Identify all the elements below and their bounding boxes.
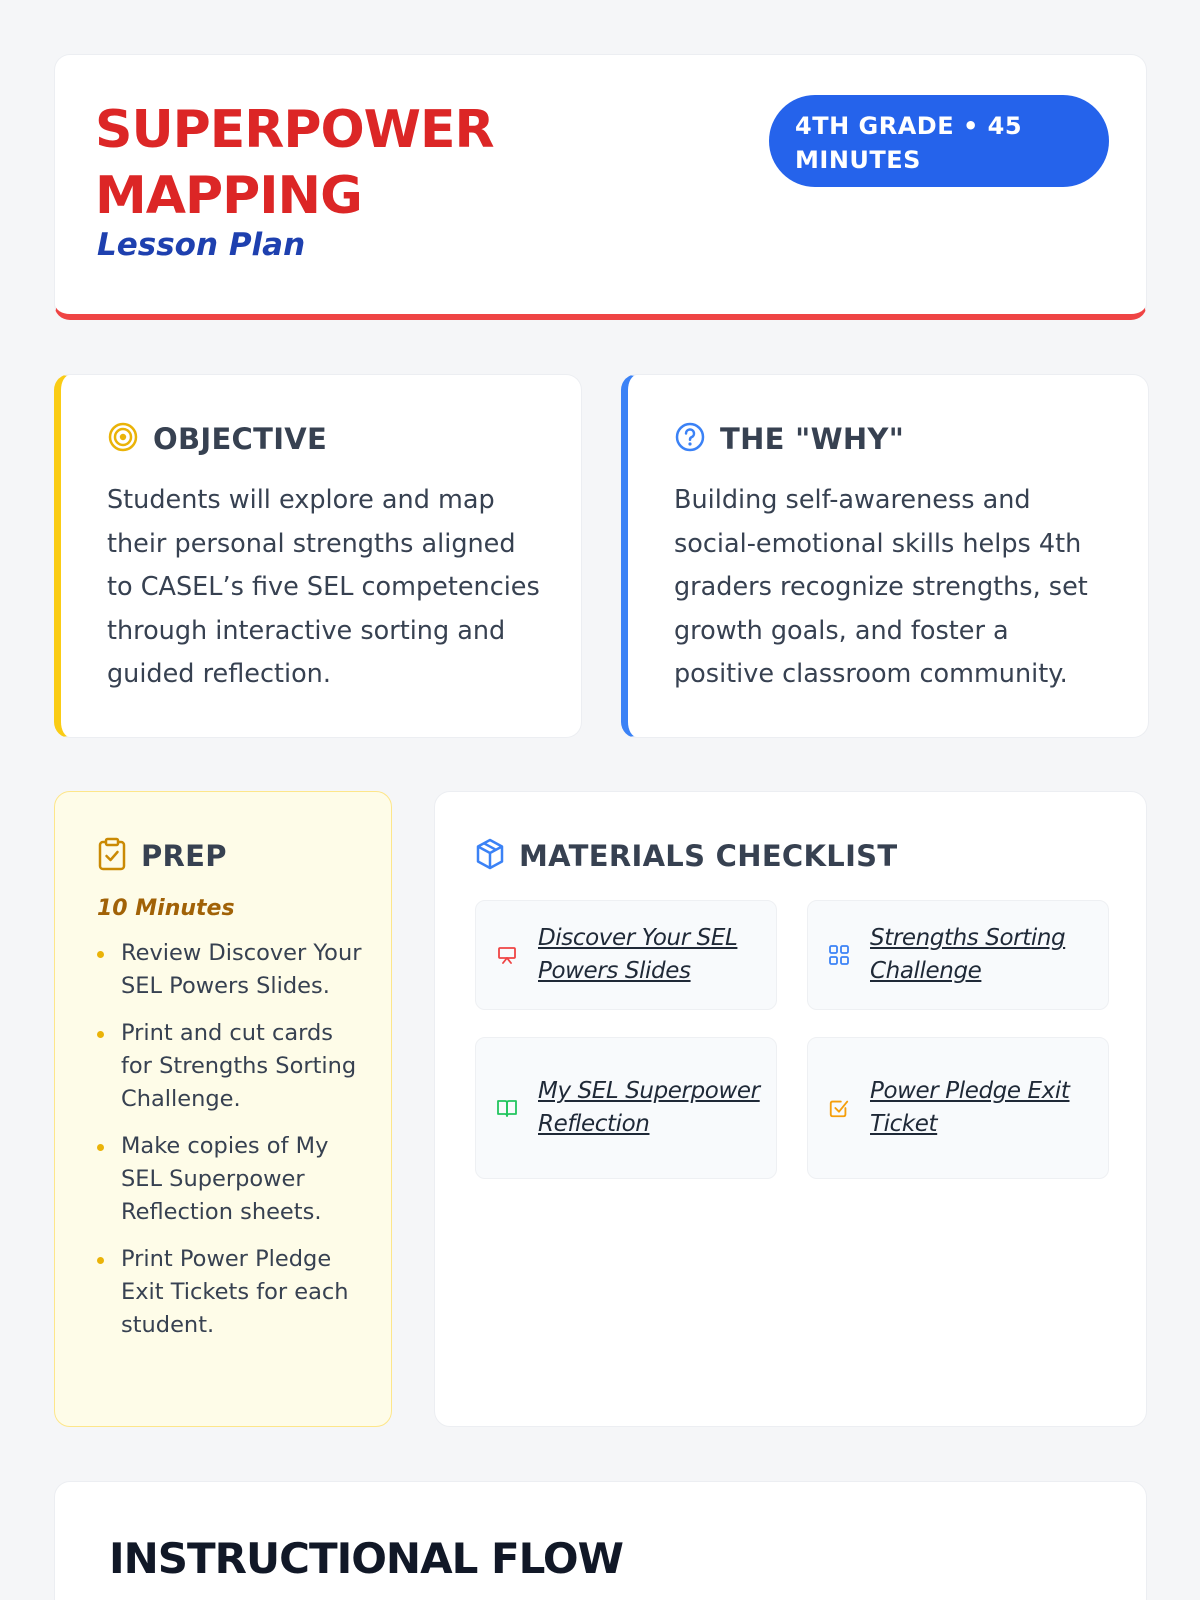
clipboard-check-icon [97, 837, 127, 875]
help-circle-icon [674, 421, 706, 457]
title-line-1: SUPERPOWER [95, 100, 494, 160]
prep-item: Print and cut cards for Strengths Sorting Challenge. [97, 1017, 369, 1116]
objective-text: Students will explore and map their personal strengths aligned to CASEL’s five SEL competencies through interactive sorting and guided reflection. [107, 485, 540, 689]
objective-card [54, 374, 582, 738]
material-link[interactable]: Strengths Sorting Challenge [870, 925, 1066, 984]
instructional-flow-card [54, 1481, 1147, 1600]
material-link[interactable]: Power Pledge Exit Ticket [870, 1078, 1070, 1137]
prep-list [97, 937, 369, 1342]
material-link[interactable]: My SEL Superpower Reflection [538, 1078, 760, 1137]
title-line-2: MAPPING [95, 166, 362, 226]
material-sorting[interactable] [807, 900, 1109, 1010]
prep-item: Print Power Pledge Exit Tickets for each student. [97, 1243, 369, 1342]
target-icon [107, 421, 139, 457]
lesson-subtitle: Lesson Plan [97, 227, 306, 263]
material-exit-ticket[interactable] [807, 1037, 1109, 1179]
badge-line-2: MINUTES [795, 146, 921, 174]
prep-header [97, 836, 369, 876]
material-reflection[interactable] [475, 1037, 777, 1179]
presentation-icon [496, 945, 518, 965]
why-card [621, 374, 1149, 738]
book-open-icon [496, 1098, 518, 1118]
package-icon [475, 838, 505, 874]
material-slides[interactable] [475, 900, 777, 1010]
materials-heading: MATERIALS CHECKLIST [519, 839, 898, 873]
why-header [674, 419, 1108, 459]
materials-header [475, 836, 1106, 876]
grade-duration-badge [769, 95, 1109, 187]
objective-header [107, 419, 541, 459]
materials-card [434, 791, 1147, 1427]
badge-line-1: 4TH GRADE • 45 [795, 112, 1023, 140]
check-square-icon [828, 1096, 850, 1120]
instructional-flow-heading: INSTRUCTIONAL FLOW [109, 1534, 623, 1583]
lesson-header [54, 54, 1147, 320]
prep-card [54, 791, 392, 1427]
prep-time: 10 Minutes [97, 896, 235, 921]
why-text: Building self-awareness and social-emotional skills helps 4th graders recognize strengths, set growth goals, and foster a positive classroom community. [674, 485, 1088, 689]
material-link[interactable]: Discover Your SEL Powers Slides [538, 925, 738, 984]
prep-item: Make copies of My SEL Superpower Reflection sheets. [97, 1130, 369, 1229]
prep-item: Review Discover Your SEL Powers Slides. [97, 937, 369, 1003]
objective-heading: OBJECTIVE [153, 422, 328, 456]
lesson-title [95, 97, 494, 229]
prep-heading: PREP [141, 839, 227, 873]
why-heading: THE "WHY" [720, 422, 905, 456]
grid-icon [828, 944, 850, 966]
